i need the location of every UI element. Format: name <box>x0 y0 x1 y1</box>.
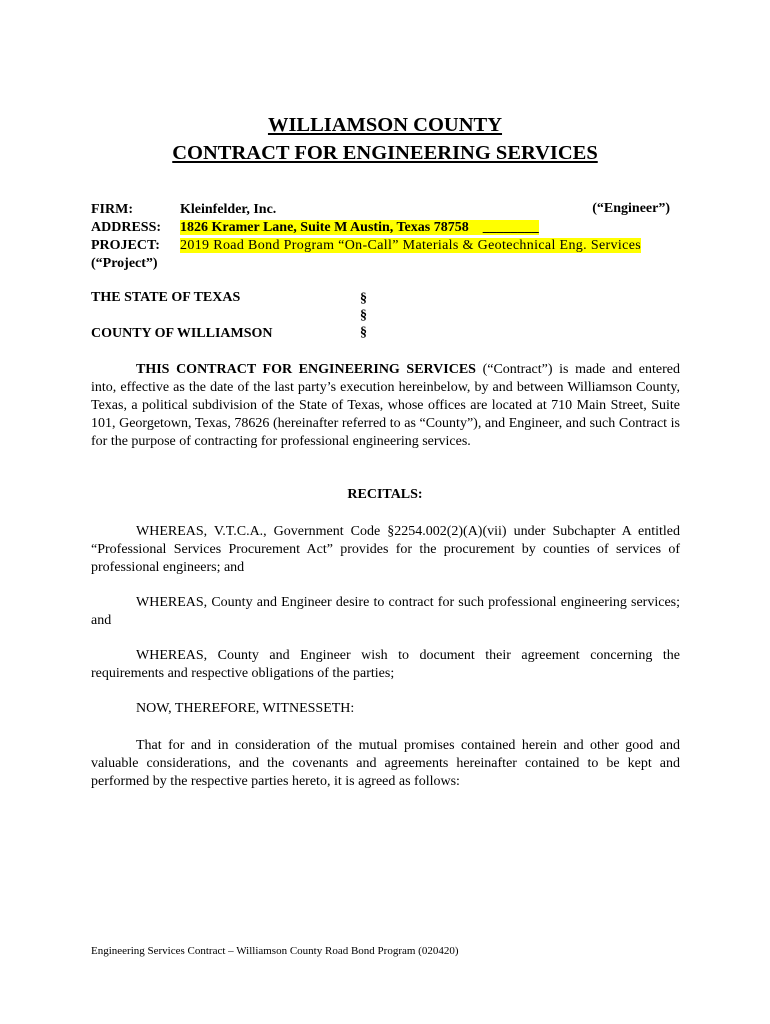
page-footer: Engineering Services Contract – Williamson County Road Bond Program (020420) <box>91 945 459 957</box>
project-row <box>91 237 641 255</box>
recital-2: WHEREAS, County and Engineer desire to contract for such professional engineering services; and <box>91 595 680 628</box>
county-label: COUNTY OF WILLIAMSON <box>91 326 273 341</box>
firm-label: FIRM: <box>91 202 133 217</box>
project-tag: (“Project”) <box>91 256 158 271</box>
recital-3: WHEREAS, County and Engineer wish to document their agreement concerning the requirements and respective obligations of the parties; <box>91 648 680 681</box>
section-sign-2: § <box>360 308 367 323</box>
firm-value: Kleinfelder, Inc. <box>180 202 277 217</box>
address-value: 1826 Kramer Lane, Suite M Austin, Texas 78758 ________ <box>180 220 539 235</box>
title-contract: CONTRACT FOR ENGINEERING SERVICES <box>172 142 598 164</box>
recitals-heading: RECITALS: <box>347 487 423 502</box>
project-value: 2019 Road Bond Program “On-Call” Materials & Geotechnical Eng. Services <box>180 238 642 253</box>
firm-row <box>91 201 276 219</box>
section-sign-1: § <box>360 291 367 306</box>
intro-text: (“Contract”) is made and entered into, effective as the date of the last party’s execution hereinbelow, by and between Williamson County, Texas, a political subdivision of the State of Texas, whose offices are located at 710 Main Street, Suite 101, Georgetown, Texas, 78626 (hereinafter referred to as “County”), and Engineer, and such Contract is for the purpose of contracting for professional engineering services. <box>91 362 681 449</box>
intro-bold: THIS CONTRACT FOR ENGINEERING SERVICES <box>136 362 476 377</box>
recital-1: WHEREAS, V.T.C.A., Government Code §2254.002(2)(A)(vii) under Subchapter A entitled “Professional Services Procurement Act” provides for the procurement by counties of services of professional engineers; and <box>91 524 680 575</box>
agreement-paragraph: That for and in consideration of the mutual promises contained herein and other good and valuable considerations, and the covenants and agreements hereinafter contained to be kept and performed by the respective parties hereto, it is agreed as follows: <box>91 738 680 789</box>
witnesseth: NOW, THEREFORE, WITNESSETH: <box>136 701 355 716</box>
title-county: WILLIAMSON COUNTY <box>267 114 503 136</box>
state-label: THE STATE OF TEXAS <box>91 290 241 305</box>
section-sign-3: § <box>360 325 367 340</box>
engineer-tag: (“Engineer”) <box>592 201 670 216</box>
address-row <box>91 219 539 237</box>
project-label: PROJECT: <box>91 238 160 253</box>
intro-paragraph <box>91 361 680 451</box>
address-label: ADDRESS: <box>91 220 162 235</box>
